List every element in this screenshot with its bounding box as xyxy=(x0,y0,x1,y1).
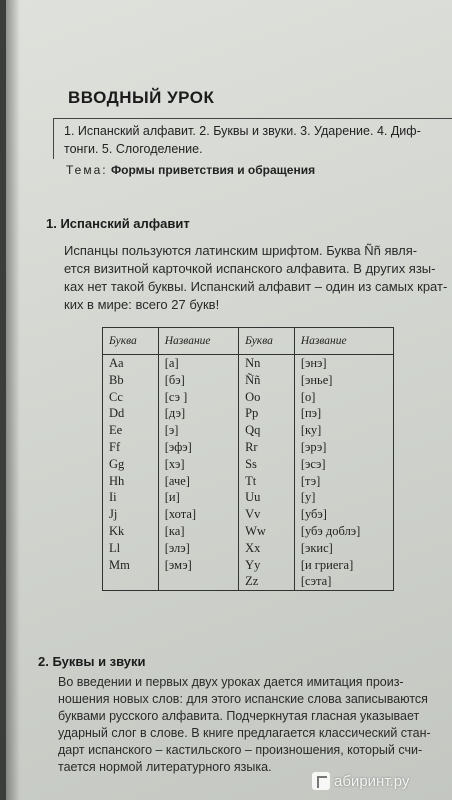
table-row xyxy=(103,405,394,422)
alphabet-table xyxy=(102,327,394,591)
letter-cell: Zz xyxy=(239,573,295,590)
name-cell: [ку] xyxy=(294,422,393,439)
name-cell: [эрэ] xyxy=(294,439,393,456)
column-header: Буква xyxy=(103,328,159,355)
letter-cell: Bb xyxy=(109,372,124,387)
name-cell: [тэ] xyxy=(294,473,393,490)
letter-cell: Vv xyxy=(239,506,295,523)
letter-cell: Uu xyxy=(239,489,295,506)
table-row xyxy=(103,557,394,574)
letter-cell: Ss xyxy=(239,456,295,473)
table-row xyxy=(103,523,394,540)
letter-cell xyxy=(103,573,159,590)
name-cell: [э] xyxy=(158,422,238,439)
section-2-line: ношения новых слов: для этого испанские слова записываются xyxy=(58,692,428,706)
name-cell: [у] xyxy=(294,489,393,506)
lesson-topic xyxy=(66,163,315,177)
name-cell: [эмэ] xyxy=(158,557,238,574)
column-header: Название xyxy=(158,328,238,355)
section-1-line: ках нет такой буквы. Испанский алфавит – один из самых крат- xyxy=(64,279,448,294)
book-page xyxy=(6,0,452,800)
table-row xyxy=(103,489,394,506)
table-header-row xyxy=(103,328,394,355)
intro-line-2: тонги. 5. Слогоделение. xyxy=(64,142,203,156)
column-header: Буква xyxy=(239,328,295,355)
name-cell: [и] xyxy=(158,489,238,506)
letter-cell: Ññ xyxy=(239,372,295,389)
letter-cell: Xx xyxy=(239,540,295,557)
name-cell: [убэ] xyxy=(294,506,393,523)
letter-cell: Ii xyxy=(109,490,117,505)
name-cell: [энэ] xyxy=(294,355,393,372)
letter-cell: Qq xyxy=(239,422,295,439)
letter-cell: Gg xyxy=(109,456,125,471)
name-cell: [ка] xyxy=(158,523,238,540)
table-row xyxy=(103,422,394,439)
table-row xyxy=(103,389,394,406)
watermark-text: абиринт.ру xyxy=(334,772,410,790)
letter-cell: Cc xyxy=(109,389,123,404)
letter-cell: Jj xyxy=(109,507,118,522)
letter-cell: Nn xyxy=(239,355,295,372)
letter-cell: Aa xyxy=(109,356,124,370)
section-2-line: тается нормой литературного языка. xyxy=(58,760,272,774)
name-cell xyxy=(158,573,238,590)
section-1-line: ется визитной карточкой испанского алфавита. В других язы- xyxy=(64,261,436,276)
column-header: Название xyxy=(294,328,393,355)
name-cell: [энье] xyxy=(294,372,393,389)
table-row xyxy=(103,573,394,590)
letter-cell: Ll xyxy=(109,540,121,555)
watermark-logo xyxy=(312,772,409,790)
labirint-logo-icon xyxy=(312,772,330,790)
letter-cell: Ff xyxy=(109,439,121,454)
topic-label: Тема: xyxy=(66,163,108,177)
letter-cell: Oo xyxy=(239,389,295,406)
letter-cell: Hh xyxy=(109,473,125,488)
alphabet-table-body xyxy=(103,355,394,591)
section-2-heading: 2. Буквы и звуки xyxy=(38,654,146,669)
table-row xyxy=(103,473,394,490)
name-cell: [эсэ] xyxy=(294,456,393,473)
name-cell: [убэ доблэ] xyxy=(294,523,393,540)
table-row xyxy=(103,456,394,473)
name-cell: [о] xyxy=(294,389,393,406)
name-cell: [хэ] xyxy=(158,456,238,473)
table-row xyxy=(103,372,394,389)
section-2-line: дарт испанского – кастильского – произношения, который счи- xyxy=(58,743,423,757)
section-1-text xyxy=(64,242,452,314)
section-2-text xyxy=(58,674,452,776)
topic-value: Формы приветствия и обращения xyxy=(110,163,316,177)
table-row xyxy=(103,355,394,372)
section-2-line: буквами русского алфавита. Подчеркнутая гласная указывает xyxy=(58,709,420,723)
table-row xyxy=(103,439,394,456)
letter-cell: Mm xyxy=(109,557,130,572)
letter-cell: Kk xyxy=(109,523,125,538)
page-gutter-shadow xyxy=(6,0,20,800)
section-2-line: Во введении и первых двух уроках дается имитация произ- xyxy=(58,675,404,689)
name-cell: [сэ ] xyxy=(158,389,238,406)
intro-line-1: 1. Испанский алфавит. 2. Буквы и звуки. 3. Ударение. 4. Диф- xyxy=(64,124,421,138)
letter-cell: Tt xyxy=(239,473,295,490)
name-cell: [аче] xyxy=(158,473,238,490)
table-row xyxy=(103,506,394,523)
letter-cell: Dd xyxy=(109,406,125,421)
section-1-heading: 1. Испанский алфавит xyxy=(46,216,190,231)
name-cell: [и гриега] xyxy=(294,557,393,574)
name-cell: [бэ] xyxy=(158,372,238,389)
name-cell: [эфэ] xyxy=(158,439,238,456)
name-cell: [элэ] xyxy=(158,540,238,557)
name-cell: [хота] xyxy=(158,506,238,523)
letter-cell: Ww xyxy=(239,523,295,540)
name-cell: [пэ] xyxy=(294,405,393,422)
name-cell: [дэ] xyxy=(158,405,238,422)
letter-cell: Yy xyxy=(239,557,295,574)
letter-cell: Rr xyxy=(239,439,295,456)
section-1-line: ких в мире: всего 27 букв! xyxy=(64,297,220,312)
letter-cell: Pp xyxy=(239,405,295,422)
page-title: ВВОДНЫЙ УРОК xyxy=(68,88,215,107)
name-cell: [а] xyxy=(158,355,238,372)
name-cell: [сэта] xyxy=(294,573,393,590)
section-1-line: Испанцы пользуются латинским шрифтом. Буква Ññ явля- xyxy=(64,243,418,258)
name-cell: [экис] xyxy=(294,540,393,557)
letter-cell: Ee xyxy=(109,423,123,438)
table-row xyxy=(103,540,394,557)
section-2-line: ударный слог в слове. В книге предлагается классический стан- xyxy=(58,726,431,740)
